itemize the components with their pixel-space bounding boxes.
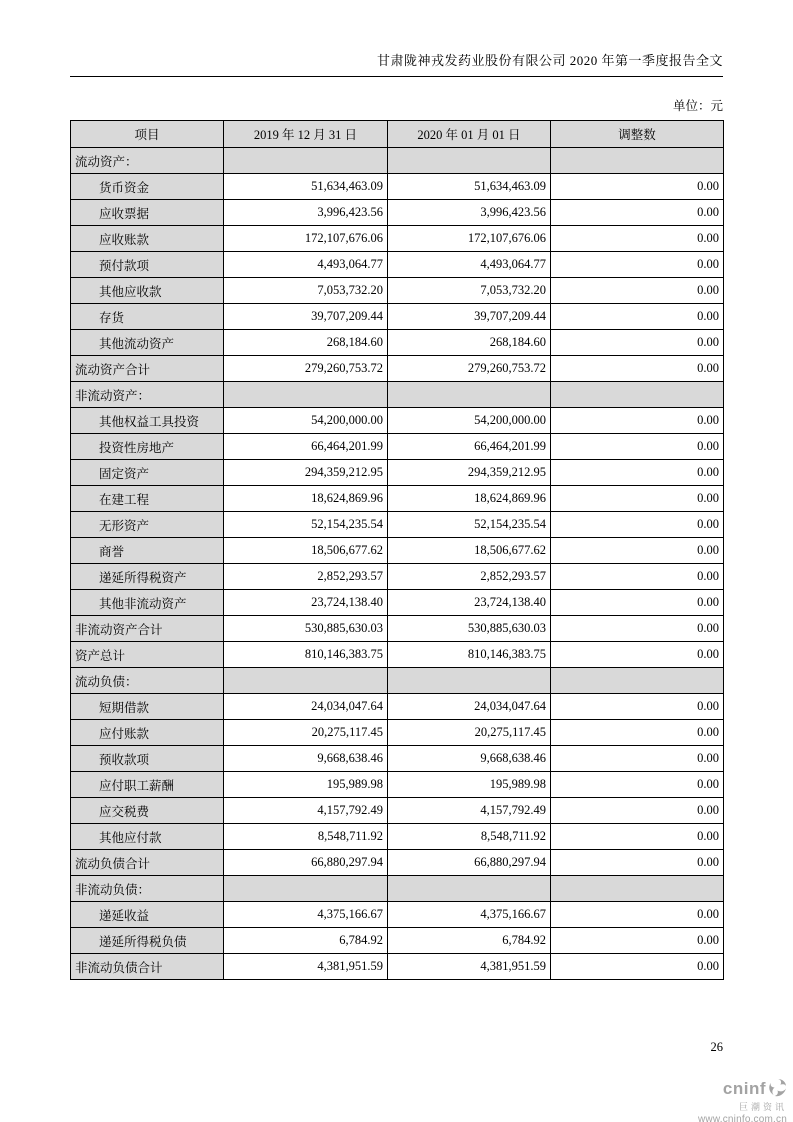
row-value: 0.00 (551, 226, 724, 252)
row-value: 3,996,423.56 (388, 200, 551, 226)
row-value: 8,548,711.92 (224, 824, 388, 850)
row-label: 递延所得税负债 (71, 928, 224, 954)
row-value: 0.00 (551, 642, 724, 668)
row-value: 18,624,869.96 (224, 486, 388, 512)
unit-label: 单位：元 (672, 99, 723, 113)
table-row (71, 148, 724, 174)
row-value: 530,885,630.03 (224, 616, 388, 642)
row-value: 279,260,753.72 (388, 356, 551, 382)
row-value (388, 148, 551, 174)
row-value: 0.00 (551, 486, 724, 512)
row-value: 0.00 (551, 330, 724, 356)
row-label: 其他应付款 (71, 824, 224, 850)
table-row (71, 720, 724, 746)
row-value: 294,359,212.95 (388, 460, 551, 486)
row-value (388, 876, 551, 902)
table-row (71, 746, 724, 772)
row-value: 0.00 (551, 408, 724, 434)
row-value: 0.00 (551, 616, 724, 642)
row-value: 52,154,235.54 (224, 512, 388, 538)
row-value: 530,885,630.03 (388, 616, 551, 642)
row-value: 172,107,676.06 (224, 226, 388, 252)
row-value: 0.00 (551, 746, 724, 772)
row-label: 无形资产 (71, 512, 224, 538)
row-label: 流动负债： (71, 668, 224, 694)
row-value (224, 876, 388, 902)
row-label: 其他应收款 (71, 278, 224, 304)
row-value: 268,184.60 (224, 330, 388, 356)
row-value: 0.00 (551, 200, 724, 226)
row-value: 51,634,463.09 (224, 174, 388, 200)
row-label: 流动负债合计 (71, 850, 224, 876)
row-value: 7,053,732.20 (224, 278, 388, 304)
row-value: 4,157,792.49 (388, 798, 551, 824)
row-value: 0.00 (551, 174, 724, 200)
table-row (71, 512, 724, 538)
table-row (71, 590, 724, 616)
row-value: 23,724,138.40 (388, 590, 551, 616)
table-header-row (71, 121, 724, 148)
table-row (71, 278, 724, 304)
row-value: 0.00 (551, 590, 724, 616)
row-value: 0.00 (551, 278, 724, 304)
row-label: 非流动资产： (71, 382, 224, 408)
row-value: 51,634,463.09 (388, 174, 551, 200)
table-row (71, 850, 724, 876)
row-value: 0.00 (551, 252, 724, 278)
row-value (551, 382, 724, 408)
row-label: 预付款项 (71, 252, 224, 278)
row-value: 279,260,753.72 (224, 356, 388, 382)
table-row (71, 538, 724, 564)
row-value: 0.00 (551, 512, 724, 538)
row-value: 172,107,676.06 (388, 226, 551, 252)
page-number: 26 (710, 1040, 723, 1054)
row-value: 18,506,677.62 (224, 538, 388, 564)
row-value: 24,034,047.64 (388, 694, 551, 720)
row-value: 0.00 (551, 772, 724, 798)
table-row (71, 200, 724, 226)
row-value: 4,381,951.59 (224, 954, 388, 980)
row-label: 流动资产合计 (71, 356, 224, 382)
row-value: 54,200,000.00 (388, 408, 551, 434)
row-value: 66,880,297.94 (388, 850, 551, 876)
balance-sheet-body (71, 148, 724, 980)
logo-brand-text: cninf (722, 1079, 766, 1099)
row-value: 66,464,201.99 (224, 434, 388, 460)
table-row (71, 226, 724, 252)
table-row (71, 876, 724, 902)
row-label: 资产总计 (71, 642, 224, 668)
row-label: 应收账款 (71, 226, 224, 252)
row-label: 预收款项 (71, 746, 224, 772)
table-row (71, 954, 724, 980)
column-header-2020-01-01: 2020 年 01 月 01 日 (388, 121, 551, 148)
row-value (551, 876, 724, 902)
row-label: 应付账款 (71, 720, 224, 746)
row-value: 0.00 (551, 304, 724, 330)
row-value: 4,493,064.77 (388, 252, 551, 278)
row-value: 24,034,047.64 (224, 694, 388, 720)
table-row (71, 928, 724, 954)
row-value: 66,464,201.99 (388, 434, 551, 460)
table-row (71, 616, 724, 642)
row-label: 其他权益工具投资 (71, 408, 224, 434)
row-value: 810,146,383.75 (224, 642, 388, 668)
column-header-2019-12-31: 2019 年 12 月 31 日 (224, 121, 388, 148)
row-label: 投资性房地产 (71, 434, 224, 460)
table-row (71, 304, 724, 330)
logo-brand-row (698, 1078, 787, 1102)
cninfo-logo (698, 1078, 787, 1122)
logo-url: www.cninfo.com.cn (698, 1114, 787, 1122)
row-label: 非流动资产合计 (71, 616, 224, 642)
row-value: 9,668,638.46 (388, 746, 551, 772)
row-label: 流动资产： (71, 148, 224, 174)
row-value: 52,154,235.54 (388, 512, 551, 538)
row-value: 7,053,732.20 (388, 278, 551, 304)
row-value (224, 668, 388, 694)
row-label: 货币资金 (71, 174, 224, 200)
row-label: 短期借款 (71, 694, 224, 720)
row-label: 递延收益 (71, 902, 224, 928)
row-value: 0.00 (551, 954, 724, 980)
row-value: 268,184.60 (388, 330, 551, 356)
balance-sheet (70, 120, 723, 980)
row-value: 0.00 (551, 824, 724, 850)
row-value: 23,724,138.40 (224, 590, 388, 616)
row-value: 4,157,792.49 (224, 798, 388, 824)
row-value: 3,996,423.56 (224, 200, 388, 226)
row-label: 应交税费 (71, 798, 224, 824)
table-row (71, 330, 724, 356)
row-value: 8,548,711.92 (388, 824, 551, 850)
row-value: 0.00 (551, 460, 724, 486)
row-value: 0.00 (551, 928, 724, 954)
row-value: 6,784.92 (224, 928, 388, 954)
row-value: 0.00 (551, 434, 724, 460)
row-label: 存货 (71, 304, 224, 330)
row-value: 4,375,166.67 (388, 902, 551, 928)
row-value: 39,707,209.44 (388, 304, 551, 330)
row-value: 54,200,000.00 (224, 408, 388, 434)
row-value (224, 148, 388, 174)
table-row (71, 434, 724, 460)
row-value: 18,624,869.96 (388, 486, 551, 512)
row-value: 0.00 (551, 720, 724, 746)
table-row (71, 798, 724, 824)
table-row (71, 174, 724, 200)
row-label: 商誉 (71, 538, 224, 564)
logo-subtitle: 巨潮资讯 (738, 1101, 787, 1112)
row-label: 固定资产 (71, 460, 224, 486)
row-value (551, 668, 724, 694)
table-row (71, 642, 724, 668)
row-value: 20,275,117.45 (224, 720, 388, 746)
row-value (388, 382, 551, 408)
row-value: 20,275,117.45 (388, 720, 551, 746)
table-row (71, 252, 724, 278)
row-value: 6,784.92 (388, 928, 551, 954)
row-value: 195,989.98 (224, 772, 388, 798)
table-row (71, 356, 724, 382)
row-value (224, 382, 388, 408)
row-value: 0.00 (551, 798, 724, 824)
table-row (71, 694, 724, 720)
row-label: 递延所得税资产 (71, 564, 224, 590)
row-value (388, 668, 551, 694)
row-value (551, 148, 724, 174)
table-row (71, 772, 724, 798)
row-value: 9,668,638.46 (224, 746, 388, 772)
table-header (71, 121, 724, 148)
row-value: 39,707,209.44 (224, 304, 388, 330)
table-row (71, 668, 724, 694)
column-header-item: 项目 (71, 121, 224, 148)
row-value: 66,880,297.94 (224, 850, 388, 876)
row-label: 应收票据 (71, 200, 224, 226)
row-value: 4,375,166.67 (224, 902, 388, 928)
row-value: 0.00 (551, 356, 724, 382)
table-row (71, 824, 724, 850)
table-row (71, 902, 724, 928)
row-value: 2,852,293.57 (388, 564, 551, 590)
row-label: 非流动负债： (71, 876, 224, 902)
page-header (70, 50, 723, 77)
table-row (71, 486, 724, 512)
table-row (71, 564, 724, 590)
row-value: 2,852,293.57 (224, 564, 388, 590)
row-value: 4,381,951.59 (388, 954, 551, 980)
row-label: 应付职工薪酬 (71, 772, 224, 798)
row-value: 0.00 (551, 538, 724, 564)
row-value: 18,506,677.62 (388, 538, 551, 564)
report-title: 甘肃陇神戎发药业股份有限公司 2020 年第一季度报告全文 (376, 53, 723, 68)
row-value: 195,989.98 (388, 772, 551, 798)
table-row (71, 382, 724, 408)
row-value: 0.00 (551, 850, 724, 876)
row-label: 其他流动资产 (71, 330, 224, 356)
row-value: 0.00 (551, 694, 724, 720)
swirl-icon (768, 1078, 787, 1102)
column-header-adjustment: 调整数 (551, 121, 724, 148)
row-label: 非流动负债合计 (71, 954, 224, 980)
row-label: 其他非流动资产 (71, 590, 224, 616)
row-label: 在建工程 (71, 486, 224, 512)
row-value: 0.00 (551, 902, 724, 928)
row-value: 810,146,383.75 (388, 642, 551, 668)
balance-sheet-table (70, 120, 724, 980)
row-value: 294,359,212.95 (224, 460, 388, 486)
row-value: 4,493,064.77 (224, 252, 388, 278)
row-value: 0.00 (551, 564, 724, 590)
table-row (71, 408, 724, 434)
table-row (71, 460, 724, 486)
